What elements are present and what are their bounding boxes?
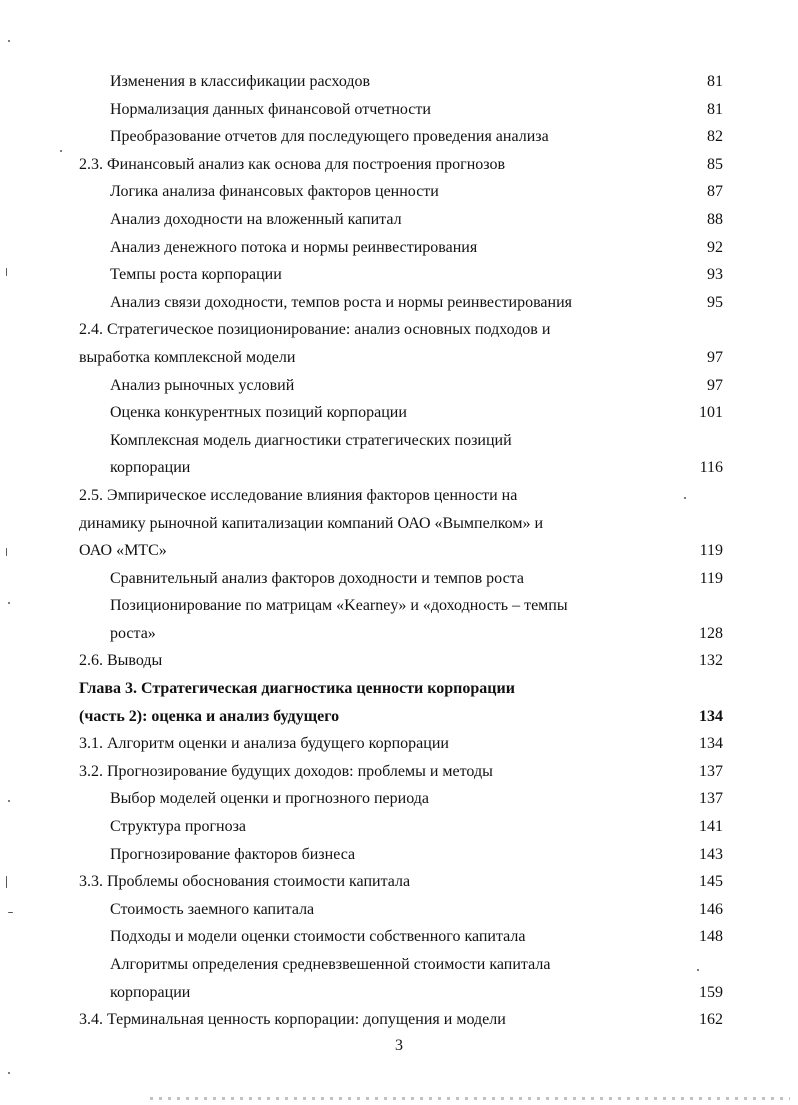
- toc-entry-page: 85: [707, 155, 723, 173]
- toc-entry-page: 134: [699, 735, 723, 753]
- toc-entry-page: 145: [699, 873, 723, 891]
- toc-entry-title: Анализ рыночных условий: [110, 376, 295, 394]
- toc-entry: [0, 454, 798, 482]
- toc-entry: [0, 344, 798, 372]
- toc-entry-page: 162: [699, 1011, 723, 1029]
- toc-entry-title: Темпы роста корпорации: [110, 266, 282, 284]
- toc-entry-title: корпорации: [110, 983, 191, 1001]
- toc-entry: [0, 675, 798, 703]
- toc-entry-page: 159: [699, 983, 723, 1001]
- toc-entry-title: Прогнозирование факторов бизнеса: [110, 845, 356, 863]
- toc-entry-title: Позиционирование по матрицам «Kearney» и «доходность – темпы: [110, 597, 568, 615]
- toc-entry-page: 143: [699, 845, 723, 863]
- toc-entry: [0, 96, 798, 124]
- toc-entry-title: Структура прогноза: [110, 818, 246, 836]
- toc-entry-title: Анализ денежного потока и нормы реинвестирования: [110, 238, 478, 256]
- toc-entry-page: 132: [699, 652, 723, 670]
- toc-entry: [0, 1006, 798, 1034]
- scan-speck: [697, 969, 699, 971]
- toc-entry-title: Подходы и модели оценки стоимости собственного капитала: [110, 928, 526, 946]
- toc-entry-page: 87: [707, 183, 723, 201]
- scan-speck: [60, 150, 62, 152]
- toc-entry-page: 95: [707, 293, 723, 311]
- toc-entry-title: 2.5. Эмпирическое исследование влияния факторов ценности на: [79, 486, 518, 504]
- toc-entry: [0, 703, 798, 731]
- toc-entry-title: Глава 3. Стратегическая диагностика ценности корпорации: [79, 680, 515, 698]
- toc-entry-page: 128: [699, 624, 723, 642]
- toc-entry-page: 92: [707, 238, 723, 256]
- toc-entry-title: Стоимость заемного капитала: [110, 900, 315, 918]
- toc-entry: [0, 261, 798, 289]
- toc-entry: [0, 178, 798, 206]
- toc-entry-title: выработка комплексной модели: [79, 348, 296, 366]
- toc-entry: [0, 123, 798, 151]
- toc-entry-title: Логика анализа финансовых факторов ценности: [110, 183, 439, 201]
- toc-entry-title: Анализ связи доходности, темпов роста и нормы реинвестирования: [110, 293, 572, 311]
- toc-entry-title: Выбор моделей оценки и прогнозного периода: [110, 790, 429, 808]
- toc-entry-page: 134: [699, 707, 723, 725]
- toc-entry-page: 141: [699, 818, 723, 836]
- toc-entry: [0, 896, 798, 924]
- toc-entry: [0, 206, 798, 234]
- toc-entry-title: Преобразование отчетов для последующего проведения анализа: [110, 128, 549, 146]
- scan-speck: [6, 268, 7, 276]
- table-of-contents: [0, 68, 798, 1034]
- toc-entry: [0, 372, 798, 400]
- toc-entry: [0, 951, 798, 979]
- toc-entry: [0, 620, 798, 648]
- toc-entry-page: 137: [699, 762, 723, 780]
- toc-entry-title: 2.3. Финансовый анализ как основа для построения прогнозов: [79, 155, 506, 173]
- toc-entry-page: 97: [707, 348, 723, 366]
- scan-speck: [6, 548, 7, 556]
- scan-speck: [8, 800, 10, 802]
- toc-entry: [0, 592, 798, 620]
- scan-speck: [8, 912, 13, 913]
- toc-entry: [0, 316, 798, 344]
- scan-speck: [8, 602, 10, 604]
- scan-speck: [8, 1072, 10, 1074]
- toc-entry: [0, 234, 798, 262]
- toc-entry-page: 97: [707, 376, 723, 394]
- scan-speck: [6, 876, 7, 888]
- scan-speck: [684, 497, 686, 499]
- toc-entry: [0, 427, 798, 455]
- toc-entry-title: Алгоритмы определения средневзвешенной стоимости капитала: [110, 956, 551, 973]
- toc-entry: [0, 923, 798, 951]
- toc-entry: [0, 979, 798, 1007]
- toc-entry-title: Изменения в классификации расходов: [110, 73, 371, 90]
- toc-entry-title: 2.4. Стратегическое позиционирование: анализ основных подходов и: [79, 321, 551, 339]
- toc-entry: [0, 510, 798, 538]
- toc-entry-title: динамику рыночной капитализации компаний ОАО «Вымпелком» и: [79, 514, 544, 532]
- toc-entry-title: 3.3. Проблемы обоснования стоимости капитала: [79, 873, 411, 891]
- toc-entry: [0, 647, 798, 675]
- toc-entry-title: 3.2. Прогнозирование будущих доходов: проблемы и методы: [79, 762, 493, 780]
- toc-entry-title: Анализ доходности на вложенный капитал: [110, 210, 402, 228]
- toc-entry-title: 3.4. Терминальная ценность корпорации: допущения и модели: [79, 1011, 506, 1029]
- toc-entry-page: 82: [707, 128, 723, 146]
- toc-entry: [0, 565, 798, 593]
- toc-entry-page: 93: [707, 266, 723, 284]
- toc-entry-title: роста»: [110, 624, 156, 642]
- toc-entry-page: 146: [699, 900, 723, 918]
- toc-entry: [0, 399, 798, 427]
- page-number: 3: [395, 1037, 403, 1054]
- toc-entry: [0, 482, 798, 510]
- toc-entry: [0, 537, 798, 565]
- toc-entry-page: 119: [699, 542, 723, 560]
- toc-entry-page: 88: [707, 210, 723, 228]
- toc-entry-page: 81: [707, 100, 723, 118]
- toc-entry: [0, 868, 798, 896]
- toc-entry-title: 3.1. Алгоритм оценки и анализа будущего корпорации: [79, 735, 449, 753]
- toc-entry-title: Сравнительный анализ факторов доходности и темпов роста: [110, 569, 524, 587]
- toc-entry-page: 137: [699, 790, 723, 808]
- toc-entry-title: 2.6. Выводы: [79, 652, 163, 670]
- toc-entry: [0, 151, 798, 179]
- toc-entry-page: 81: [707, 73, 723, 90]
- toc-entry-page: 148: [699, 928, 723, 946]
- toc-entry-title: Комплексная модель диагностики стратегических позиций: [110, 431, 512, 449]
- toc-entry: [0, 841, 798, 869]
- scan-speck: [8, 40, 10, 42]
- toc-entry: [0, 68, 798, 96]
- toc-entry-title: Оценка конкурентных позиций корпорации: [110, 404, 407, 422]
- toc-entry: [0, 758, 798, 786]
- toc-entry: [0, 730, 798, 758]
- toc-entry-title: ОАО «МТС»: [79, 542, 167, 560]
- toc-entry: [0, 289, 798, 317]
- toc-entry-title: (часть 2): оценка и анализ будущего: [79, 707, 340, 725]
- toc-entry: [0, 785, 798, 813]
- toc-entry: [0, 813, 798, 841]
- toc-entry-title: Нормализация данных финансовой отчетности: [110, 100, 431, 118]
- toc-entry-page: 101: [699, 404, 723, 422]
- scan-edge-strip: [150, 1097, 790, 1100]
- toc-entry-page: 119: [699, 569, 723, 587]
- toc-entry-page: 116: [699, 459, 723, 477]
- toc-entry-title: корпорации: [110, 459, 191, 477]
